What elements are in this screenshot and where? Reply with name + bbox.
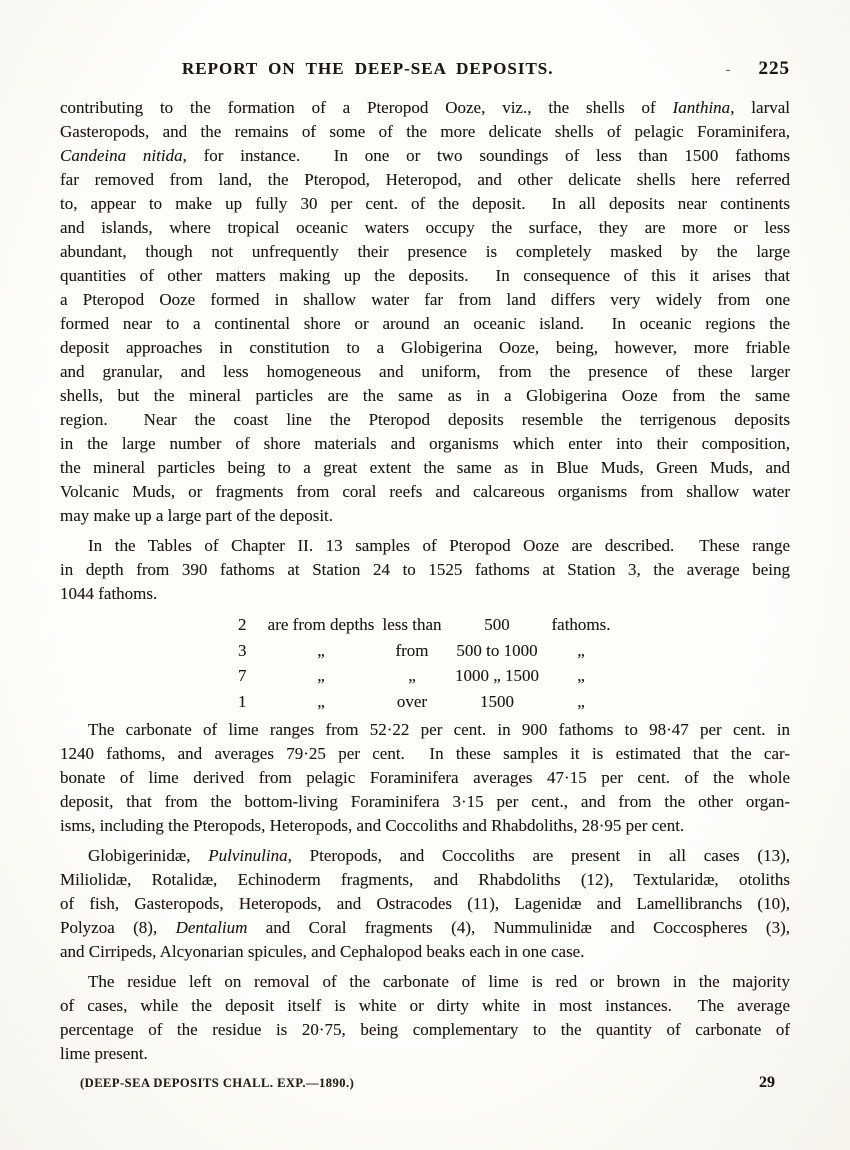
- table-cell-qualifier: over: [396, 691, 428, 711]
- table-cell-range: 500: [484, 615, 510, 634]
- table-cell-count: 3: [238, 640, 247, 660]
- text-segment: bonate of lime derived from pelagic Foraminifera averages 47·15 per cent. of the whole: [60, 768, 790, 787]
- running-title: REPORT ON THE DEEP-SEA DEPOSITS.: [182, 59, 554, 78]
- paragraph: [60, 844, 790, 964]
- text-segment: deposit, that from the bottom-living Foraminifera 3·15 per cent., and from the other organ-: [60, 792, 790, 811]
- text-segment: region. Near the coast line the Pteropod deposits resemble the terrigenous deposits: [60, 410, 790, 429]
- table-cell-range: 1500: [480, 691, 514, 711]
- text-segment: the mineral particles being to a great extent the same as in Blue Muds, Green Muds, and: [60, 458, 790, 477]
- text-segment: and islands, where tropical oceanic waters occupy the surface, they are more or less: [60, 218, 790, 237]
- table-cell-qualifier: less than: [382, 615, 442, 634]
- text-line: [60, 264, 790, 288]
- text-segment: isms, including the Pteropods, Heteropods, and Coccoliths and Rhabdoliths, 28·95 per cent.: [60, 816, 685, 835]
- table-cell-count: 1: [238, 691, 247, 711]
- table-row: [238, 689, 790, 715]
- text-line: [60, 216, 790, 240]
- table-cell-range: 500 to 1000: [456, 640, 538, 660]
- text-segment: The residue left on removal of the carbonate of lime is red or brown in the majority: [88, 972, 790, 991]
- text-line: [60, 432, 790, 456]
- text-segment: Miliolidæ, Rotalidæ, Echinoderm fragments, and Rhabdoliths (12), Textularidæ, otoliths: [60, 870, 790, 889]
- paragraph: [60, 718, 790, 838]
- text-line: [60, 456, 790, 480]
- text-segment: lime present.: [60, 1044, 148, 1063]
- text-segment: of cases, while the deposit itself is white or dirty white in most instances. The average: [60, 996, 790, 1015]
- table-cell-depths: „: [317, 666, 325, 685]
- header-right: [726, 58, 791, 80]
- text-line: [60, 96, 790, 120]
- table-row: [238, 663, 790, 689]
- text-line: [60, 168, 790, 192]
- text-segment: Volcanic Muds, or fragments from coral reefs and calcareous organisms from shallow water: [60, 482, 790, 501]
- text-line: [60, 288, 790, 312]
- text-segment: In the Tables of Chapter II. 13 samples of Pteropod Ooze are described. These range: [88, 536, 790, 555]
- text-line: [60, 384, 790, 408]
- text-line: [60, 868, 790, 892]
- text-line: [60, 916, 790, 940]
- text-segment: Globigerinidæ,: [88, 846, 209, 865]
- text-segment: Polyzoa (8),: [60, 918, 176, 937]
- table-cell-unit: „: [577, 666, 585, 685]
- text-line: [60, 790, 790, 814]
- text-line: [60, 940, 790, 964]
- table-cell-depths: „: [317, 691, 325, 711]
- text-line: [60, 1018, 790, 1042]
- text-line: [60, 844, 790, 868]
- text-segment: in the large number of shore materials and organisms which enter into their composition,: [60, 434, 790, 453]
- text-line: [60, 504, 790, 528]
- table-cell-unit: „: [577, 691, 585, 711]
- text-segment: deposit approaches in constitution to a Globigerina Ooze, being, however, more friable: [60, 338, 790, 357]
- text-line: [60, 558, 790, 582]
- text-segment: Gasteropods, and the remains of some of the more delicate shells of pelagic Foraminifera,: [60, 122, 790, 141]
- table-cell-count: 7: [238, 666, 247, 685]
- text-segment: contributing to the formation of a Pteropod Ooze, viz., the shells of: [60, 98, 673, 117]
- paragraph: [60, 534, 790, 606]
- footer-signature: (DEEP-SEA DEPOSITS CHALL. EXP.—1890.): [80, 1076, 355, 1090]
- table-row: [238, 638, 790, 664]
- text-segment: The carbonate of lime ranges from 52·22 per cent. in 900 fathoms to 98·47 per cent. in: [88, 720, 790, 739]
- depth-distribution-table: [238, 612, 790, 714]
- text-line: [60, 240, 790, 264]
- text-line: [60, 994, 790, 1018]
- stray-scan-mark: -: [725, 62, 731, 78]
- page-header: [60, 58, 790, 80]
- genus-name-italic: Pulvinulina: [208, 846, 288, 865]
- text-line: [60, 582, 790, 606]
- text-line: [60, 408, 790, 432]
- text-line: [60, 360, 790, 384]
- text-segment: abundant, though not unfrequently their presence is completely masked by the large: [60, 242, 790, 261]
- text-line: [60, 312, 790, 336]
- page-number: 225: [758, 58, 790, 79]
- text-segment: and Coral fragments (4), Nummulinidæ and Coccospheres (3),: [247, 918, 790, 937]
- text-line: [60, 144, 790, 168]
- page-footer: [80, 1074, 775, 1092]
- text-segment: percentage of the residue is 20·75, being complementary to the quantity of carbonate of: [60, 1020, 790, 1039]
- text-line: [60, 480, 790, 504]
- table-row: [238, 612, 790, 638]
- table-cell-unit: „: [577, 640, 585, 660]
- text-segment: 1240 fathoms, and averages 79·25 per cent. In these samples it is estimated that the car-: [60, 744, 790, 763]
- text-segment: may make up a large part of the deposit.: [60, 506, 334, 525]
- table-cell-range: 1000 „ 1500: [454, 666, 540, 685]
- text-segment: quantities of other matters making up the deposits. In consequence of this it arises that: [60, 266, 790, 285]
- text-line: [60, 766, 790, 790]
- table-cell-count: 2: [238, 615, 247, 634]
- table-cell-depths: „: [317, 640, 325, 660]
- text-segment: and Cirripeds, Alcyonarian spicules, and Cephalopod beaks each in one case.: [60, 942, 585, 961]
- text-line: [60, 1042, 790, 1066]
- text-segment: , Pteropods, and Coccoliths are present in all cases (13),: [287, 846, 790, 865]
- text-line: [60, 336, 790, 360]
- genus-name-italic: Ianthina: [672, 98, 731, 117]
- text-segment: 1044 fathoms.: [60, 584, 158, 603]
- text-line: [60, 534, 790, 558]
- table-cell-depths: are from depths: [267, 615, 375, 634]
- footer-sheet-number: 29: [759, 1074, 775, 1091]
- text-segment: far removed from land, the Pteropod, Heteropod, and other delicate shells here referred: [60, 170, 790, 189]
- text-line: [60, 892, 790, 916]
- text-line: [60, 742, 790, 766]
- text-line: [60, 120, 790, 144]
- text-segment: shells, but the mineral particles are the same as in a Globigerina Ooze from the same: [60, 386, 790, 405]
- text-line: [60, 718, 790, 742]
- table-cell-qualifier: „: [408, 666, 416, 685]
- text-segment: of fish, Gasteropods, Heteropods, and Ostracodes (11), Lagenidæ and Lamellibranchs (10),: [60, 894, 790, 913]
- paragraph: [60, 970, 790, 1066]
- text-segment: , larval: [730, 98, 790, 117]
- text-segment: , for instance. In one or two soundings of less than 1500 fathoms: [182, 146, 790, 165]
- text-line: [60, 192, 790, 216]
- text-segment: in depth from 390 fathoms at Station 24 to 1525 fathoms at Station 3, the average being: [60, 560, 790, 579]
- text-segment: to, appear to make up fully 30 per cent. of the deposit. In all deposits near continents: [60, 194, 790, 213]
- body-text: [60, 96, 790, 1066]
- paragraph: [60, 96, 790, 528]
- table-cell-qualifier: from: [395, 640, 429, 660]
- table-cell-unit: fathoms.: [551, 615, 611, 634]
- text-line: [60, 970, 790, 994]
- genus-name-italic: Candeina nitida: [60, 146, 183, 165]
- text-segment: a Pteropod Ooze formed in shallow water far from land differs very widely from one: [60, 290, 790, 309]
- text-line: [60, 814, 790, 838]
- text-segment: and granular, and less homogeneous and uniform, from the presence of these larger: [60, 362, 790, 381]
- genus-name-italic: Dentalium: [175, 918, 248, 937]
- text-segment: formed near to a continental shore or around an oceanic island. In oceanic regions the: [60, 314, 790, 333]
